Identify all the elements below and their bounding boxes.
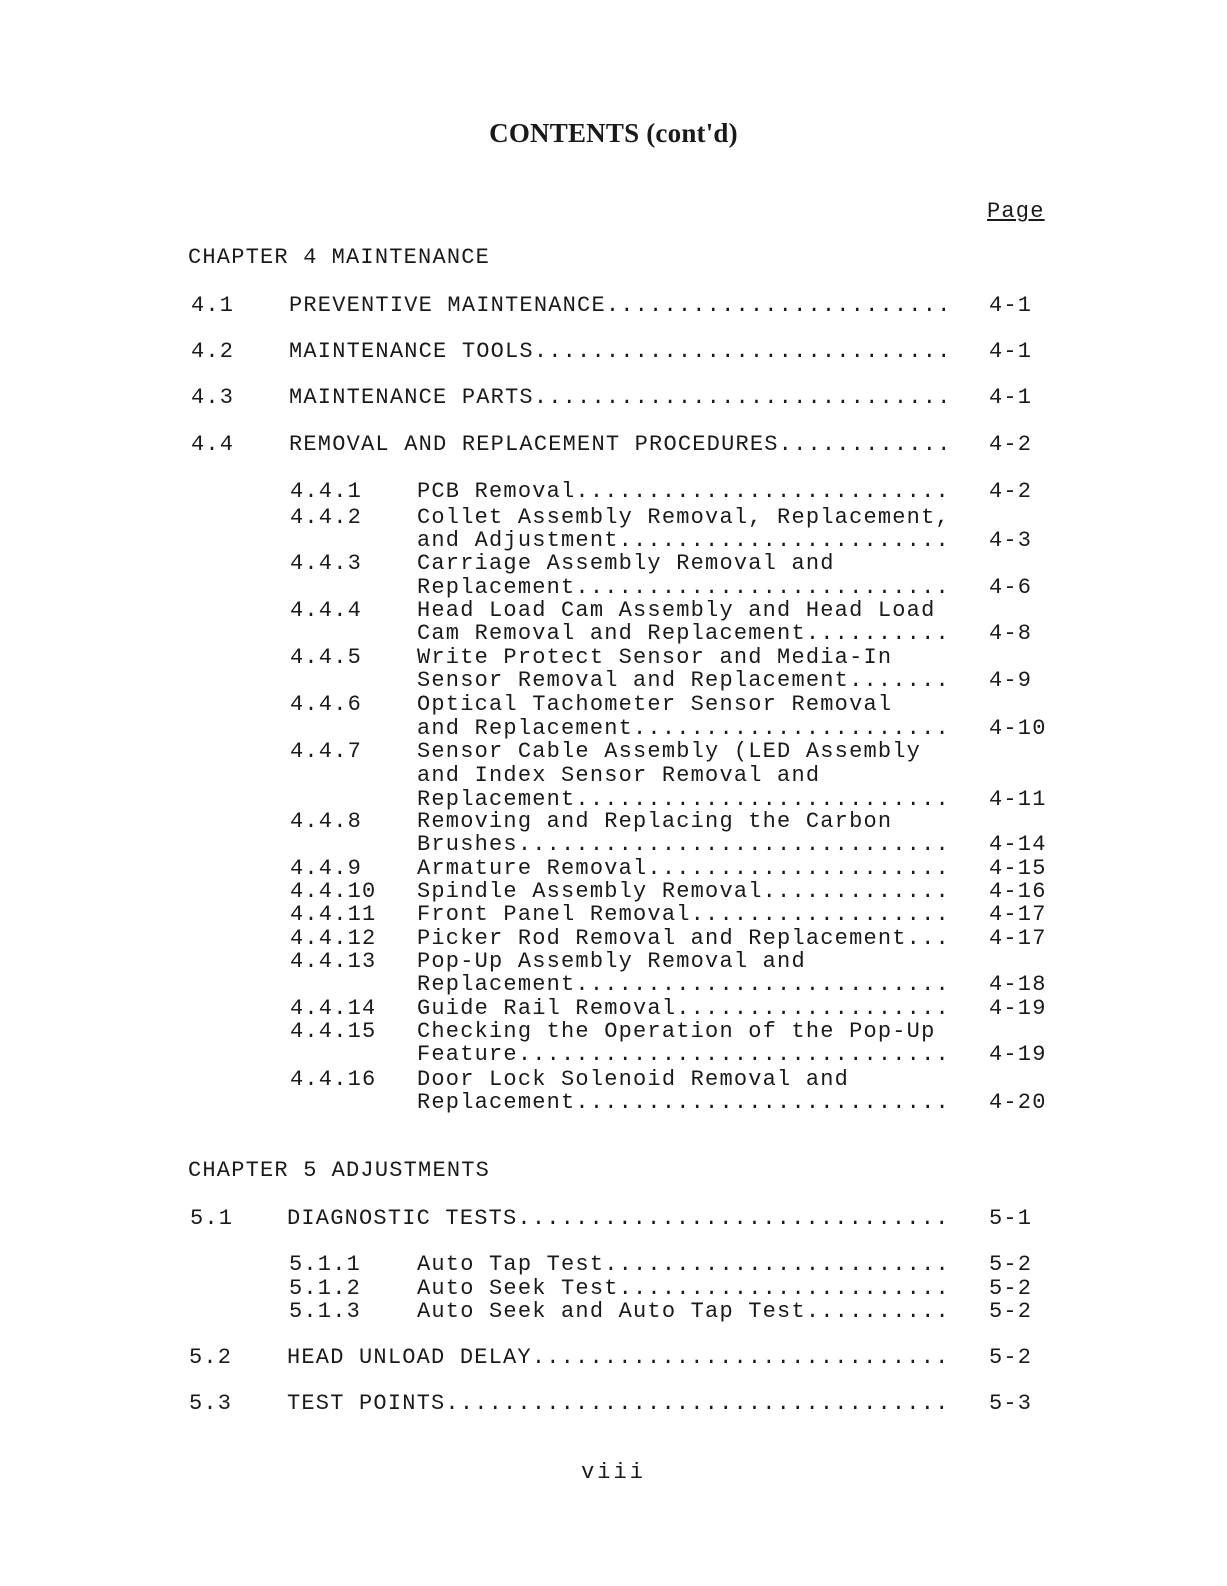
toc-subentry-continuation[interactable] <box>0 621 1227 645</box>
chapter-4-number: CHAPTER 4 <box>188 245 318 270</box>
toc-subentry-continuation[interactable] <box>0 832 1227 856</box>
subsection-title-line: Replacement.......................... <box>417 972 950 997</box>
page-number: 4-19 <box>989 1042 1047 1067</box>
subsection-number: 5.1.2 <box>289 1276 362 1301</box>
subsection-number: 4.4.12 <box>290 926 377 951</box>
section-number: 4.3 <box>191 385 235 410</box>
subsection-title: Auto Seek and Auto Tap Test.......... <box>417 1299 950 1324</box>
subsection-title: Auto Tap Test........................ <box>417 1252 950 1277</box>
page-number: 4-19 <box>989 996 1047 1021</box>
toc-entry[interactable] <box>0 1391 1227 1415</box>
subsection-number: 4.4.1 <box>290 479 363 504</box>
subsection-title: PCB Removal.......................... <box>417 479 950 504</box>
page-footer-number: viii <box>581 1460 646 1485</box>
subsection-number: 4.4.2 <box>290 505 363 530</box>
subsection-number: 4.4.4 <box>290 598 363 623</box>
toc-subentry[interactable] <box>0 996 1227 1020</box>
toc-entry[interactable] <box>0 432 1227 456</box>
subsection-number: 4.4.7 <box>290 739 363 764</box>
toc-subentry-continuation[interactable] <box>0 1090 1227 1114</box>
page-column-header: Page <box>987 199 1045 224</box>
toc-subentry-continuation[interactable] <box>0 787 1227 811</box>
subsection-number: 4.4.11 <box>290 902 377 927</box>
page-number: 4-2 <box>989 432 1033 457</box>
toc-subentry-continuation[interactable] <box>0 668 1227 692</box>
subsection-title-line: Cam Removal and Replacement.......... <box>417 621 950 646</box>
subsection-title-line: Brushes.............................. <box>417 832 950 857</box>
subsection-title: Removing and Replacing the Carbon <box>417 809 893 834</box>
subsection-title-line: Replacement.......................... <box>417 787 950 812</box>
toc-subentry[interactable] <box>0 949 1227 973</box>
toc-subentry[interactable] <box>0 505 1227 529</box>
subsection-title-line: Sensor Removal and Replacement....... <box>417 668 950 693</box>
page-number: 4-17 <box>989 926 1047 951</box>
toc-subentry[interactable] <box>0 1299 1227 1323</box>
page-number: 4-16 <box>989 879 1047 904</box>
page-number: 4-14 <box>989 832 1047 857</box>
toc-entry[interactable] <box>0 1345 1227 1369</box>
subsection-number: 4.4.13 <box>290 949 377 974</box>
page-number: 4-20 <box>989 1090 1047 1115</box>
toc-subentry[interactable] <box>0 598 1227 622</box>
toc-subentry[interactable] <box>0 739 1227 763</box>
chapter-5-heading <box>188 1159 490 1183</box>
toc-subentry[interactable] <box>0 551 1227 575</box>
subsection-title-line: and Index Sensor Removal and <box>417 763 821 788</box>
toc-subentry-continuation[interactable] <box>0 716 1227 740</box>
section-number: 5.1 <box>190 1206 234 1231</box>
chapter-5-title: ADJUSTMENTS <box>331 1158 491 1183</box>
page-number: 5-2 <box>989 1252 1033 1277</box>
subsection-number: 4.4.8 <box>290 809 363 834</box>
toc-subentry[interactable] <box>0 1252 1227 1276</box>
section-title: MAINTENANCE PARTS............................. <box>289 385 952 410</box>
toc-subentry[interactable] <box>0 856 1227 880</box>
subsection-title: Carriage Assembly Removal and <box>417 551 835 576</box>
subsection-number: 4.4.16 <box>290 1067 377 1092</box>
page-number: 4-17 <box>989 902 1047 927</box>
subsection-title: Spindle Assembly Removal............. <box>417 879 950 904</box>
section-title: TEST POINTS................................... <box>287 1391 950 1416</box>
subsection-title-line: Replacement.......................... <box>417 1090 950 1115</box>
page-number: 4-2 <box>989 479 1033 504</box>
section-number: 5.3 <box>189 1391 233 1416</box>
toc-subentry-continuation[interactable] <box>0 528 1227 552</box>
page-number: 4-11 <box>989 787 1047 812</box>
toc-entry[interactable] <box>0 385 1227 409</box>
page-title: CONTENTS (cont'd) <box>489 118 738 148</box>
toc-subentry[interactable] <box>0 809 1227 833</box>
page-number: 4-9 <box>989 668 1033 693</box>
section-number: 5.2 <box>189 1345 233 1370</box>
page-number: 5-2 <box>989 1345 1033 1370</box>
toc-subentry[interactable] <box>0 479 1227 503</box>
subsection-title: Checking the Operation of the Pop-Up <box>417 1019 936 1044</box>
toc-subentry[interactable] <box>0 692 1227 716</box>
section-title: MAINTENANCE TOOLS............................. <box>289 339 952 364</box>
toc-subentry[interactable] <box>0 645 1227 669</box>
subsection-title: Optical Tachometer Sensor Removal <box>417 692 893 717</box>
toc-subentry-continuation[interactable] <box>0 972 1227 996</box>
toc-subentry-continuation[interactable] <box>0 763 1227 787</box>
page-number: 4-1 <box>989 385 1033 410</box>
section-title: PREVENTIVE MAINTENANCE........................ <box>289 293 952 318</box>
subsection-number: 4.4.6 <box>290 692 363 717</box>
subsection-number: 4.4.14 <box>290 996 377 1021</box>
page-number: 4-1 <box>989 339 1033 364</box>
section-number: 4.4 <box>191 432 235 457</box>
subsection-title-line: Replacement.......................... <box>417 575 950 600</box>
page-number: 4-18 <box>989 972 1047 997</box>
page-number: 4-1 <box>989 293 1033 318</box>
toc-entry[interactable] <box>0 1206 1227 1230</box>
section-title: REMOVAL AND REPLACEMENT PROCEDURES............ <box>289 432 952 457</box>
chapter-4-title: MAINTENANCE <box>331 245 491 270</box>
toc-subentry[interactable] <box>0 1067 1227 1091</box>
section-title: DIAGNOSTIC TESTS.............................. <box>287 1206 950 1231</box>
page-number: 5-3 <box>989 1391 1033 1416</box>
subsection-title: Front Panel Removal.................. <box>417 902 950 927</box>
page-number: 4-8 <box>989 621 1033 646</box>
subsection-number: 4.4.5 <box>290 645 363 670</box>
page-number: 4-6 <box>989 575 1033 600</box>
subsection-number: 4.4.9 <box>290 856 363 881</box>
subsection-title: Pop-Up Assembly Removal and <box>417 949 806 974</box>
section-number: 4.1 <box>191 293 235 318</box>
subsection-title: Guide Rail Removal................... <box>417 996 950 1021</box>
subsection-number: 4.4.10 <box>290 879 377 904</box>
subsection-title: Door Lock Solenoid Removal and <box>417 1067 850 1092</box>
subsection-title: Auto Seek Test....................... <box>417 1276 950 1301</box>
subsection-title: Sensor Cable Assembly (LED Assembly <box>417 739 922 764</box>
chapter-5-number: CHAPTER 5 <box>188 1158 318 1183</box>
subsection-title: Picker Rod Removal and Replacement... <box>417 926 950 951</box>
subsection-title: Collet Assembly Removal, Replacement, <box>417 505 950 530</box>
subsection-number: 4.4.3 <box>290 551 363 576</box>
page-number: 4-10 <box>989 716 1047 741</box>
page-number: 5-1 <box>989 1206 1033 1231</box>
toc-subentry[interactable] <box>0 1276 1227 1300</box>
page-number: 4-3 <box>989 528 1033 553</box>
section-number: 4.2 <box>191 339 235 364</box>
toc-entry[interactable] <box>0 339 1227 363</box>
toc-subentry[interactable] <box>0 1019 1227 1043</box>
subsection-title: Head Load Cam Assembly and Head Load <box>417 598 936 623</box>
subsection-title-line: Feature.............................. <box>417 1042 950 1067</box>
toc-subentry[interactable] <box>0 926 1227 950</box>
section-title: HEAD UNLOAD DELAY............................. <box>287 1345 950 1370</box>
subsection-title: Write Protect Sensor and Media-In <box>417 645 893 670</box>
page-number: 5-2 <box>989 1276 1033 1301</box>
page-number: 5-2 <box>989 1299 1033 1324</box>
toc-subentry[interactable] <box>0 902 1227 926</box>
subsection-number: 5.1.3 <box>289 1299 362 1324</box>
toc-subentry-continuation[interactable] <box>0 575 1227 599</box>
toc-subentry[interactable] <box>0 879 1227 903</box>
subsection-number: 5.1.1 <box>289 1252 362 1277</box>
subsection-title: Armature Removal..................... <box>417 856 950 881</box>
subsection-number: 4.4.15 <box>290 1019 377 1044</box>
toc-entry[interactable] <box>0 293 1227 317</box>
subsection-title-line: and Replacement...................... <box>417 716 950 741</box>
chapter-4-heading <box>188 246 490 270</box>
page-number: 4-15 <box>989 856 1047 881</box>
subsection-title-line: and Adjustment....................... <box>417 528 950 553</box>
toc-subentry-continuation[interactable] <box>0 1042 1227 1066</box>
